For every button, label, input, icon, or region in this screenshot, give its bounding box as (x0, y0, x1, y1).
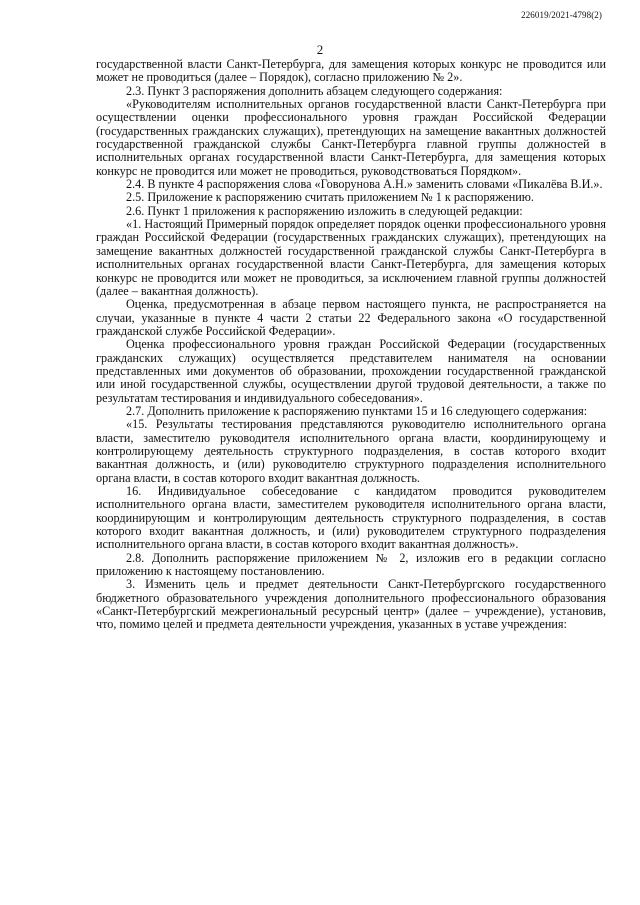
paragraph-2-3: 2.3. Пункт 3 распоряжения дополнить абзацем следующего содержания: (126, 83, 503, 98)
paragraph-2-7-item-15: «15. Результаты тестирования представляются руководителю исполнительного органа власти, заместителю руководителя исполнительного органа власти, координирующему и контролирующему деятельность структурного подразделения, в состав которого входит вакантная должность, и (или) руководителю структурного подразделения исполнительного органа власти, в состав которого входит вакантная должность. (96, 417, 606, 485)
paragraph-2-7-item-16: 16. Индивидуальное собеседование с кандидатом проводится руководителем исполнительного органа власти, заместителем руководителя исполнительного органа власти, координирующим и контролирующим деятельность структурного подразделения, в состав которого входит вакантная должность, и (или) руководителем структурного подразделения исполнительного органа власти, в состав которого входит вакантная должность». (96, 484, 606, 552)
paragraph-2-6-item-1-part-3: Оценка профессионального уровня граждан Российской Федерации (государственных гражданских служащих) осуществляется представителем нанимателя на основании представленных ими документов об образовании, прохождении государственной гражданской или иной государственной службы, осуществлении другой трудовой деятельности, а также по результатам тестирования и индивидуального собеседования». (96, 337, 606, 405)
document-number: 226019/2021-4798(2) (521, 10, 602, 20)
paragraph-2-6-item-1-part-2: Оценка, предусмотренная в абзаце первом настоящего пункта, не распространяется на случаи, указанные в пункте 4 части 2 статьи 22 Федерального закона «О государственной гражданской службе Российской Федерации». (96, 297, 606, 338)
page-number: 2 (316, 42, 324, 57)
paragraph-2-6: 2.6. Пункт 1 приложения к распоряжению изложить в следующей редакции: (126, 203, 523, 218)
paragraph-3: 3. Изменить цель и предмет деятельности Санкт-Петербургского государственного бюджетного образовательного учреждения дополнительного профессионального образования «Санкт-Петербургский межрегиональный ресурсный центр» (далее – учреждение), установив, что, помимо целей и предмета деятельности учреждения, указанных в уставе учреждения: (96, 577, 606, 632)
paragraph-2-8: 2.8. Дополнить распоряжение приложением № 2, изложив его в редакции согласно приложению к настоящему постановлению. (96, 550, 606, 579)
paragraph-2-5: 2.5. Приложение к распоряжению считать приложением № 1 к распоряжению. (126, 190, 534, 205)
document-body (96, 58, 606, 632)
paragraph-2-3-quote: «Руководителям исполнительных органов государственной власти Санкт-Петербурга при осуществлении оценки профессионального уровня граждан Российской Федерации (государственных гражданских служащих), претендующих на замещение вакантных должностей государственной гражданской службы Санкт-Петербурга главной группы должностей в исполнительных органах государственной власти Санкт-Петербурга, для замещения которых конкурс не проводится или может не проводиться, руководствоваться Порядком». (96, 97, 606, 178)
paragraph-2-4: 2.4. В пункте 4 распоряжения слова «Говорунова А.Н.» заменить словами «Пикалёва В.И.». (126, 177, 603, 192)
paragraph-2-7: 2.7. Дополнить приложение к распоряжению пунктами 15 и 16 следующего содержания: (126, 403, 588, 418)
paragraph-2-6-item-1: «1. Настоящий Примерный порядок определяет порядок оценки профессионального уровня граждан Российской Федерации (государственных гражданских служащих), претендующих на замещение вакантных должностей государственной гражданской службы Санкт-Петербурга в исполнительных органах государственной власти Санкт-Петербурга, для замещения которых конкурс не проводится или может не проводиться, за исключением главной группы должностей (далее – вакантная должность). (96, 217, 606, 298)
paragraph-continuation: государственной власти Санкт-Петербурга, для замещения которых конкурс не проводится или может не проводиться (далее – Порядок), согласно приложению № 2». (96, 57, 606, 85)
